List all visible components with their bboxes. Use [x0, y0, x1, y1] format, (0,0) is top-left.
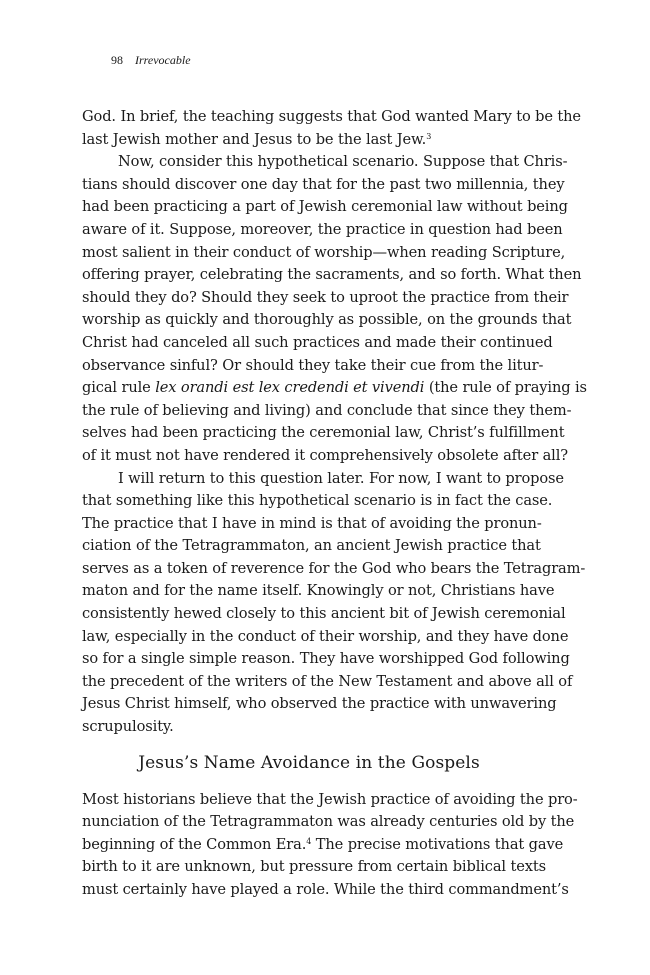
- body-text: [82, 106, 587, 902]
- text-line: consistently hewed closely to this ancient bit of Jewish ceremonial: [82, 605, 566, 623]
- text-line: worship as quickly and thoroughly as possible, on the grounds that: [82, 311, 572, 329]
- paragraph-hypothetical-scenario: [82, 151, 587, 467]
- text-line: God. In brief, the teaching suggests that God wanted Mary to be the: [82, 108, 581, 125]
- text-line: offering prayer, celebrating the sacraments, and so forth. What then: [82, 266, 582, 284]
- text-line: scrupulosity.: [82, 718, 174, 736]
- text-line: must certainly have played a role. While the third commandment’s: [82, 881, 569, 898]
- text-run: last Jewish mother and Jesus to be the last Jew.: [82, 130, 427, 148]
- text-line: the rule of believing and living) and conclude that since they them-: [82, 401, 572, 419]
- text-line: the precedent of the writers of the New Testament and above all of: [82, 672, 573, 690]
- paragraph-tetragrammaton-practice: [82, 468, 586, 739]
- text-line: nunciation of the Tetragrammaton was already centuries old by the: [82, 813, 575, 831]
- text-line: had been practicing a part of Jewish ceremonial law without being: [82, 198, 568, 216]
- text-line: The practice that I have in mind is that of avoiding the pronun-: [82, 514, 542, 532]
- text-line: observance sinful? Or should they take their cue from the litur-: [82, 356, 544, 374]
- running-head: [111, 53, 191, 67]
- text-run: (the rule of praying is: [424, 379, 587, 397]
- text-line: law, especially in the conduct of their worship, and they have done: [82, 627, 569, 645]
- text-line: Most historians believe that the Jewish practice of avoiding the pro-: [82, 790, 578, 808]
- page-number: 98: [111, 53, 123, 67]
- paragraph-historians: [82, 789, 578, 902]
- book-title: Irrevocable: [135, 53, 191, 67]
- text-line: Christ had canceled all such practices and made their continued: [82, 333, 553, 351]
- footnote-marker[interactable]: 4: [306, 836, 312, 846]
- text-line: maton and for the name itself. Knowingly or not, Christians have: [82, 582, 555, 600]
- text-run: gical rule: [82, 379, 156, 397]
- text-line: [82, 377, 587, 400]
- text-run: beginning of the Common Era.: [82, 835, 307, 853]
- text-line: should they do? Should they seek to uproot the practice from their: [82, 288, 569, 306]
- text-line: tians should discover one day that for the past two millennia, they: [82, 175, 565, 193]
- text-line: Now, consider this hypothetical scenario. Suppose that Chris-: [118, 153, 568, 171]
- text-line: so for a single simple reason. They have worshipped God following: [82, 650, 570, 668]
- paragraph-continued: [82, 106, 581, 151]
- section-heading: Jesus’s Name Avoidance in the Gospels: [138, 752, 480, 773]
- text-line: aware of it. Suppose, moreover, the practice in question had been: [82, 220, 563, 238]
- text-line: [82, 129, 536, 152]
- text-line: birth to it are unknown, but pressure from certain biblical texts: [82, 858, 546, 876]
- text-run: The precise motivations that gave: [311, 835, 564, 853]
- text-line: that something like this hypothetical scenario is in fact the case.: [82, 492, 553, 510]
- text-line: I will return to this question later. For now, I want to propose: [118, 469, 564, 487]
- text-line: [82, 834, 564, 857]
- text-line: of it must not have rendered it comprehensively obsolete after all?: [82, 446, 568, 464]
- text-line: most salient in their conduct of worship—when reading Scripture,: [82, 243, 566, 261]
- text-line: Jesus Christ himself, who observed the practice with unwavering: [82, 695, 557, 713]
- footnote-marker[interactable]: 3: [426, 131, 432, 141]
- latin-phrase: lex orandi est lex credendi et vivendi: [155, 379, 425, 397]
- text-line: serves as a token of reverence for the God who bears the Tetragram-: [82, 559, 586, 577]
- text-line: selves had been practicing the ceremonial law, Christ’s fulfillment: [82, 424, 565, 442]
- text-line: ciation of the Tetragrammaton, an ancient Jewish practice that: [82, 537, 541, 555]
